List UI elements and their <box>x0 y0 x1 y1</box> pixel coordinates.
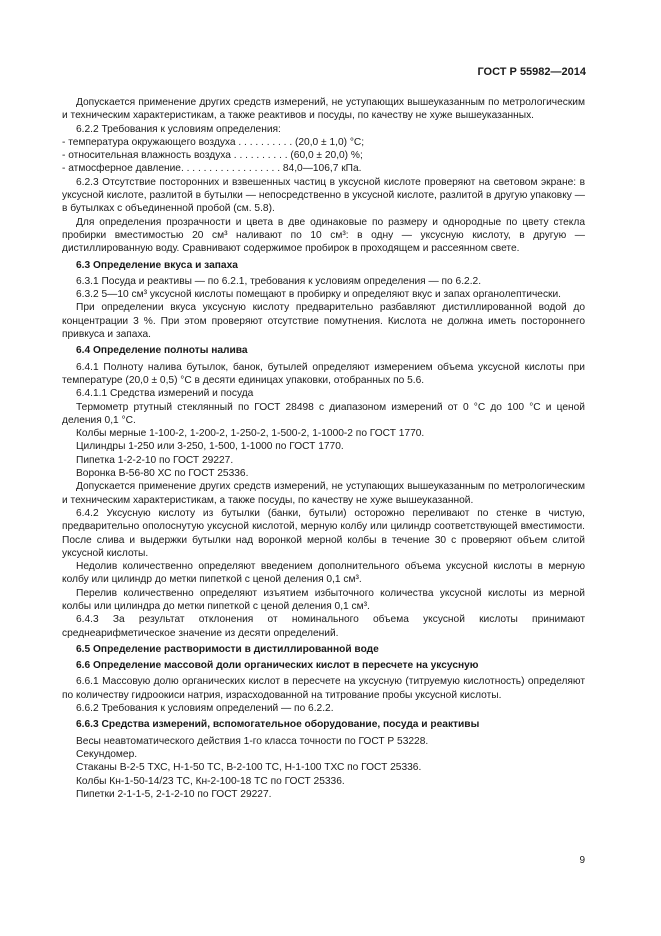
paragraph: 6.3.1 Посуда и реактивы — по 6.2.1, требования к условиям определения — по 6.2.2. <box>76 275 482 287</box>
paragraph: Допускается применение других средств измерений, не уступающих вышеуказанным по метрологическим и техническим характеристикам, а также реактивов и посуды, по качеству не хуже вышеуказанных. <box>62 97 585 122</box>
section-heading: 6.6 Определение массовой доли органических кислот в пересчете на уксусную <box>76 660 479 672</box>
paragraph: 6.4.1 Полноту налива бутылок, банок, бутылей определяют измерением объема уксусной кислоты при температуре (20,0 ± 0,5) °С в десяти единицах упаковки, отобранных по 5.6. <box>62 361 585 386</box>
text-line: 6.6.2 Требования к условиям определений — по 6.2.2. <box>76 703 334 715</box>
paragraph: Недолив количественно определяют введением дополнительного объема уксусной кислоты в мерную колбу или цилиндр до метки пипеткой с ценой деления 0,1 см³. <box>62 561 585 586</box>
condition-line: - температура окружающего воздуха . . . . . . . . . . (20,0 ± 1,0) °С; <box>62 136 365 148</box>
text-line: 6.2.2 Требования к условиям определения: <box>76 123 281 135</box>
section-heading: 6.5 Определение растворимости в дистиллированной воде <box>76 643 379 655</box>
text-line: Пипетки 2-1-1-5, 2-1-2-10 по ГОСТ 29227. <box>76 788 272 800</box>
section-heading: 6.3 Определение вкуса и запаха <box>76 259 238 271</box>
text-line: Секундомер. <box>76 748 138 760</box>
text-line: Пипетка 1-2-2-10 по ГОСТ 29227. <box>76 454 234 466</box>
paragraph: 6.4.2 Уксусную кислоту из бутылки (банки, бутыли) осторожно переливают по стенке в чистую, предварительно ополоснутую уксусной кислотой, мерную колбу или цилиндр соответствующей вместимости. После слива и выдержки бутылки над воронкой мерной колбы в течение 30 с проверяют объем слитой уксусной кислоты. <box>62 507 585 559</box>
text-line: Колбы Кн-1-50-14/23 ТС, Кн-2-100-18 ТС по ГОСТ 25336. <box>76 775 345 787</box>
text-line: Воронка В-56-80 ХС по ГОСТ 25336. <box>76 468 249 480</box>
condition-line: - атмосферное давление. . . . . . . . . . . . . . . . . . 84,0—106,7 кПа. <box>62 163 362 175</box>
paragraph: 6.6.1 Массовую долю органических кислот в пересчете на уксусную (титруемую кислотность) определяют по количеству гидроокиси натрия, израсходованной на титрование пробы уксусной кислоты. <box>62 676 585 701</box>
paragraph: Перелив количественно определяют изъятием избыточного количества уксусной кислоты из мерной колбы или цилиндра до метки пипеткой с ценой деления 0,1 см³. <box>62 587 585 612</box>
text-line: Цилиндры 1-250 или 3-250, 1-500, 1-1000 по ГОСТ 1770. <box>76 441 344 453</box>
section-heading: 6.6.3 Средства измерений, вспомогательное оборудование, посуда и реактивы <box>76 719 480 731</box>
condition-line: - относительная влажность воздуха . . . . . . . . . . (60,0 ± 20,0) %; <box>62 150 363 162</box>
text-line: Весы неавтоматического действия 1-го класса точности по ГОСТ Р 53228. <box>76 735 429 747</box>
paragraph: Термометр ртутный стеклянный по ГОСТ 28498 с диапазоном измерений от 0 °С до 100 °С и ценой деления 0,1 °С. <box>62 401 585 426</box>
paragraph: При определении вкуса уксусную кислоту предварительно разбавляют дистиллированной водой до концентрации 3 %. При этом проверяют отсутствие помутнения. Кислота не должна иметь постороннего привкуса и запаха. <box>62 302 585 341</box>
paragraph: 6.2.3 Отсутствие посторонних и взвешенных частиц в уксусной кислоте проверяют на световом экране: в уксусной кислоте, разлитой в бутылки — непосредственно в уксусной кислоте, разлитой в другую упаковку — в бутылках с объединенной пробой (см. 5.8). <box>62 176 585 215</box>
text-line: 6.4.1.1 Средства измерений и посуда <box>76 388 254 400</box>
paragraph: Для определения прозрачности и цвета в две одинаковые по размеру и однородные по цвету стекла пробирки вместимостью 20 см³ наливают по 10 см³: в одну — уксусную кислоту, в другую — дистиллированную воду. Сравнивают содержимое пробирок в проходящем и рассеянном свете. <box>62 216 585 255</box>
text-line: Стаканы В-2-5 ТХС, Н-1-50 ТС, В-2-100 ТС, Н-1-100 ТХС по ГОСТ 25336. <box>76 762 422 774</box>
paragraph: 6.4.3 За результат отклонения от номинального объема уксусной кислоты принимают среднеарифметическое значение из десяти определений. <box>62 614 585 639</box>
section-heading: 6.4 Определение полноты налива <box>76 345 248 357</box>
paragraph: 6.3.2 5—10 см³ уксусной кислоты помещают в пробирку и определяют вкус и запах органолептически. <box>76 289 562 301</box>
text-line: Колбы мерные 1-100-2, 1-200-2, 1-250-2, 1-500-2, 1-1000-2 по ГОСТ 1770. <box>76 428 425 440</box>
standard-header: ГОСТ Р 55982—2014 <box>477 66 586 78</box>
paragraph: Допускается применение других средств измерений, не уступающих вышеуказанным по метрологическим и техническим характеристикам, а также посуды, по качеству не хуже вышеуказанной. <box>62 481 585 506</box>
document-body <box>62 96 585 801</box>
page-number: 9 <box>579 855 585 866</box>
